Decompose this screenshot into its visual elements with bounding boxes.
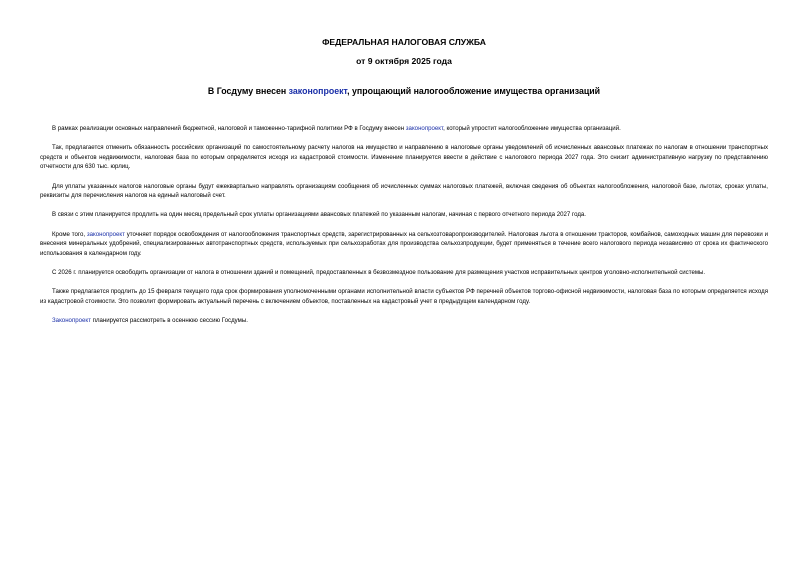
bill-link[interactable]: законопроект [86,230,125,238]
bill-link[interactable]: Законопроект [52,316,91,324]
paragraph-1-text-before: В рамках реализации основных направлений бюджетной, налоговой и таможенно-тарифной политики РФ в Госдуму внесен [52,125,406,132]
document-page [40,30,768,335]
paragraph-1-text-after: , который упростит налогообложение имущества организаций. [443,125,621,132]
article-body [40,124,768,325]
page-title [40,86,768,97]
paragraph-4: В связи с этим планируется продлить на один месяц предельный срок уплаты организациями авансовых платежей по указанным налогам, начиная с первого отчетного периода 2027 года. [52,211,586,219]
paragraph-7: Также предлагается продлить до 15 февраля текущего года срок формирования уполномоченными органами исполнительной власти субъектов РФ перечней объектов торгово-офисной недвижимости, налоговая база по которым определяется исходя из кадастровой стоимости. Это позволит формировать актуальный перечень с включением объектов, поставленных на кадастровый учет в предыдущем календарном году. [40,288,768,305]
paragraph-8-text-after: планируется рассмотреть в осеннюю сессию Госдумы. [90,316,248,324]
paragraph-5-text-before: Кроме того, [52,230,87,238]
bill-link[interactable]: законопроект [288,86,348,96]
paragraph-8 [40,316,768,326]
paragraph-6: С 2026 г. планируется освободить организации от налога в отношении зданий и помещений, предоставленных в безвозмездное пользование для размещения участков исправительных центров уголовно-исполнительной системы. [52,268,706,276]
document-date: от 9 октября 2025 года [356,56,452,66]
headline-text-before: В Госдуму внесен [207,86,289,96]
bill-link[interactable]: законопроект [405,125,444,132]
paragraph-2: Так, предлагается отменить обязанность российских организаций по самостоятельному расчету налогов на имущество и направлению в налоговые органы уведомлений об исчисленных авансовых платежах по налогам в отношении транспортных средств и объектов недвижимости, налоговая база по которым определяется исходя из кадастровой стоимости. Изменение планируется ввести в действие с налогового периода 2027 года. Это снизит административную нагрузку по представлению отчетности для 630 тыс. юрлиц. [40,144,768,171]
headline-text-after: , упрощающий налогообложение имущества организаций [347,86,601,96]
paragraph-5 [40,230,768,259]
agency-title: ФЕДЕРАЛЬНАЯ НАЛОГОВАЯ СЛУЖБА [322,37,486,47]
paragraph-3: Для уплаты указанных налогов налоговые органы будут ежеквартально направлять организациям сообщения об исчисленных суммах налоговых платежей, включая сведения об объектах налогообложения, налоговой базе, льготах, сроках уплаты, реквизиты для перечисления налогов на единый налоговый счет. [40,182,768,200]
paragraph-1 [40,124,768,134]
paragraph-5-text-after: уточняет порядок освобождения от налогообложения транспортных средств, зарегистрированных на сельхозтоваропроизводителей. Налоговая льгота в отношении тракторов, комбайнов, самоходных машин для перевозки и внесения минеральных удобрений, специализированных автотранспортных средств, используемых при сельхозработах для производства сельхозпродукции, будет применяться в течение всего налогового периода независимо от срока их фактического использования в календарном году. [40,230,768,257]
